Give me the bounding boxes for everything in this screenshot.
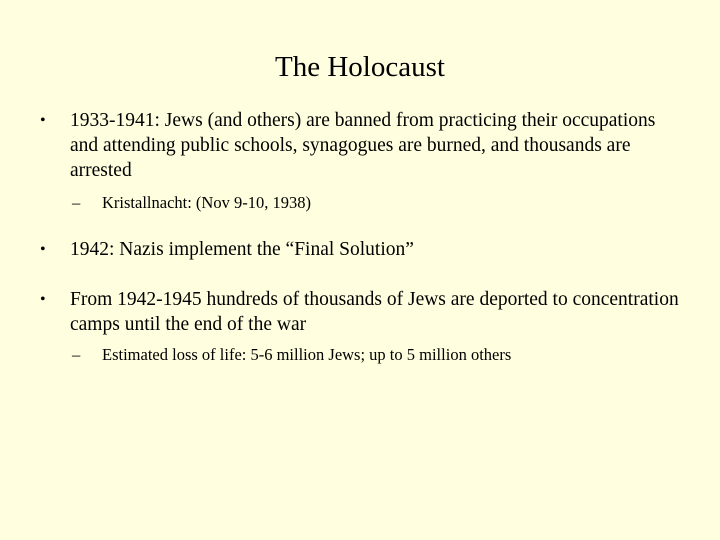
bullet-marker: • — [40, 112, 46, 129]
sub-bullet-text: Kristallnacht: (Nov 9-10, 1938) — [102, 193, 311, 212]
sub-bullet-marker: – — [72, 345, 81, 364]
sub-bullet-item — [72, 192, 682, 214]
sub-bullet-text: Estimated loss of life: 5-6 million Jews; up to 5 million others — [102, 345, 512, 364]
bullet-text: From 1942-1945 hundreds of thousands of Jews are deported to concentration camps until the end of the war — [70, 289, 679, 335]
bullet-marker: • — [40, 241, 46, 258]
sub-bullet-marker: – — [72, 193, 81, 212]
bullet-item — [40, 287, 680, 337]
bullet-marker: • — [40, 291, 46, 308]
bullet-text: 1942: Nazis implement the “Final Solution” — [70, 239, 414, 260]
sub-bullet-item — [72, 344, 682, 366]
bullet-item — [40, 108, 680, 183]
slide-title: The Holocaust — [275, 51, 445, 83]
bullet-text: 1933-1941: Jews (and others) are banned from practicing their occupations and attending public schools, synagogues are burned, and thousands are arrested — [70, 110, 656, 181]
bullet-item — [40, 237, 680, 262]
